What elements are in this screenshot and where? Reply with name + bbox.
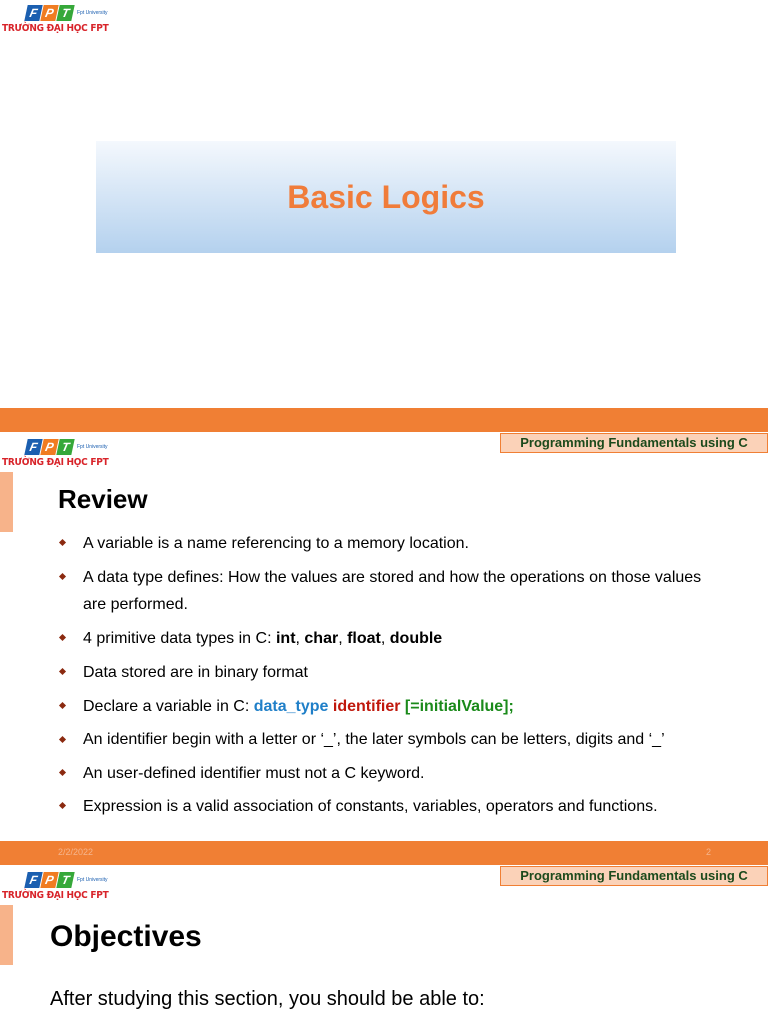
type-float: float [347, 630, 381, 647]
slide-title-objectives: Objectives [50, 920, 202, 953]
list-item: Expression is a valid association of constants, variables, operators and functions. [58, 793, 718, 820]
slide-divider-bar [0, 408, 768, 432]
slide-divider-bar [0, 841, 768, 865]
side-accent-bar [0, 472, 13, 532]
syntax-initial-value: [=initialValue] [404, 698, 509, 715]
objectives-intro: After studying this section, you should be able to: [50, 988, 485, 1010]
title-banner [96, 141, 676, 253]
fpt-logo [2, 870, 112, 904]
type-int: int [275, 630, 296, 647]
list-item: A data type defines: How the values are stored and how the operations on those values are performed. [58, 564, 718, 618]
list-item: Declare a variable in C: data_type identifier [=initialValue]; [58, 693, 718, 720]
list-item: Data stored are in binary format [58, 659, 718, 686]
list-item: 4 primitive data types in C: int, char, float, double [58, 625, 718, 652]
course-header-tag: Programming Fundamentals using C [500, 433, 768, 453]
fpt-university-label: Fpt University [77, 10, 108, 16]
list-item: A variable is a name referencing to a memory location. [58, 530, 718, 557]
review-bullet-list [58, 530, 718, 820]
list-item: An identifier begin with a letter or ‘_’, the later symbols can be letters, digits and ‘_’ [58, 727, 718, 753]
fpt-logo-mark: F P T Fpt University [26, 3, 108, 23]
syntax-data-type: data_type [253, 698, 329, 715]
course-header-tag: Programming Fundamentals using C [500, 866, 768, 886]
fpt-logo-mark: F P T Fpt University [26, 437, 108, 457]
fpt-university-label: Fpt University [77, 877, 108, 883]
fpt-logo [2, 3, 112, 37]
school-name: TRƯỜNG ĐẠI HỌC FPT [2, 890, 109, 901]
slide-title-review: Review [58, 484, 148, 514]
type-char: char [304, 630, 339, 647]
footer-page-number: 2 [706, 847, 712, 857]
list-item: An user-defined identifier must not a C keyword. [58, 760, 718, 787]
school-name: TRƯỜNG ĐẠI HỌC FPT [2, 457, 109, 468]
footer-date: 2/2/2022 [58, 847, 94, 857]
fpt-logo-mark: F P T Fpt University [26, 870, 108, 890]
fpt-university-label: Fpt University [77, 444, 108, 450]
school-name: TRƯỜNG ĐẠI HỌC FPT [2, 23, 109, 34]
type-double: double [389, 630, 443, 647]
slide-title-basic-logics: Basic Logics [287, 178, 485, 215]
fpt-logo [2, 437, 112, 471]
syntax-identifier: identifier [332, 698, 401, 715]
syntax-semicolon: ; [508, 698, 514, 715]
side-accent-bar [0, 905, 13, 965]
